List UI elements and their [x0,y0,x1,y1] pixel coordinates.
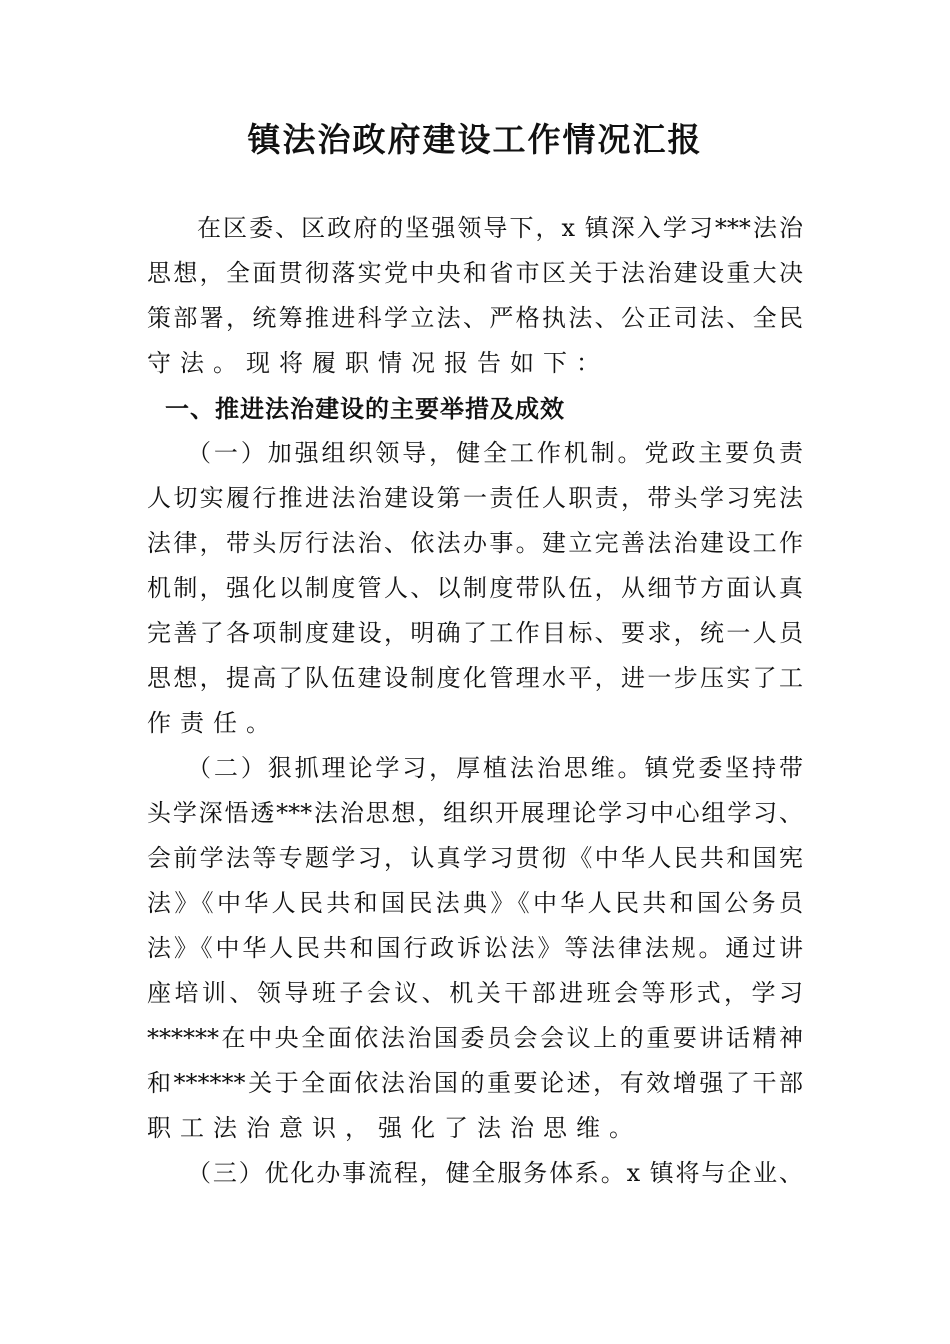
text-line: 法律，带头厉行法治、依法办事。建立完善法治建设工作 [147,529,803,557]
paragraph-2 [147,746,803,1151]
text-line: 完善了各项制度建设，明确了工作目标、要求，统一人员 [147,619,803,647]
text-line: 会前学法等专题学习，认真学习贯彻《中华人民共和国宪 [147,844,803,872]
text-line: 职工法治意识，强化了法治思维。 [147,1114,642,1142]
document-title: 镇法治政府建设工作情况汇报 [247,120,703,159]
text-line: 法》《中华人民共和国行政诉讼法》等法律法规。通过讲 [147,934,803,962]
text-line: 守法。现将履职情况报告如下： [147,349,609,377]
section-heading: 一、推进法治建设的主要举措及成效 [165,394,565,423]
text-line: （二）狠抓理论学习，厚植法治思维。镇党委坚持带 [187,754,803,782]
text-line: ******在中央全面依法治国委员会会议上的重要讲话精神 [147,1024,803,1052]
text-line: 作责任。 [147,709,279,737]
text-line: 思想，全面贯彻落实党中央和省市区关于法治建设重大决 [147,259,803,287]
document-body [147,206,803,1196]
text-line: 策部署，统筹推进科学立法、严格执法、公正司法、全民 [147,304,803,332]
paragraph-1 [147,431,803,746]
text-line: 法》《中华人民共和国民法典》《中华人民共和国公务员 [147,889,803,917]
text-line: （三）优化办事流程，健全服务体系。x 镇将与企业、 [187,1159,803,1187]
paragraph-3 [147,1151,803,1196]
text-line: 在区委、区政府的坚强领导下，x 镇深入学习***法治 [197,214,803,242]
text-line: 思想，提高了队伍建设制度化管理水平，进一步压实了工 [147,664,803,692]
text-line: 人切实履行推进法治建设第一责任人职责，带头学习宪法 [147,484,803,512]
text-line: 机制，强化以制度管人、以制度带队伍，从细节方面认真 [147,574,803,602]
text-line: （一）加强组织领导，健全工作机制。党政主要负责 [187,439,803,467]
text-line: 座培训、领导班子会议、机关干部进班会等形式，学习 [147,979,803,1007]
text-line: 和******关于全面依法治国的重要论述，有效增强了干部 [147,1069,803,1097]
text-line: 头学深悟透***法治思想，组织开展理论学习中心组学习、 [147,799,803,827]
intro-paragraph [147,206,803,386]
